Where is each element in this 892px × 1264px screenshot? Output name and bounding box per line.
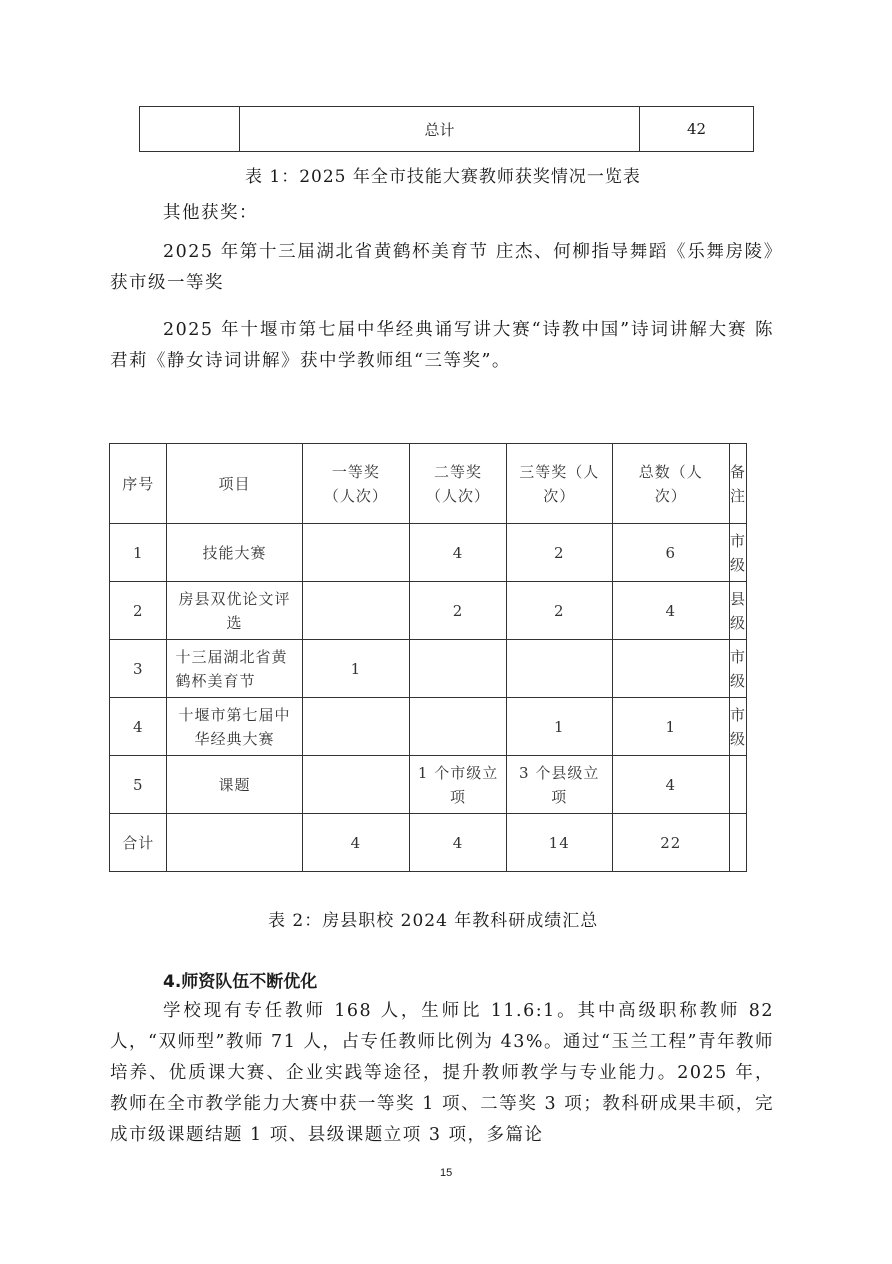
column-header: 一等奖（人次）: [302, 444, 410, 524]
table-cell: [302, 582, 410, 640]
table-cell: [506, 640, 612, 698]
section-heading: 4.师资队伍不断优化: [163, 972, 318, 992]
table-cell: 县级: [729, 582, 746, 640]
column-header: 总数（人次）: [612, 444, 729, 524]
table-cell: 1: [506, 698, 612, 756]
table-cell: 4: [410, 814, 507, 872]
table-row: [110, 640, 747, 698]
table-cell: 十三届湖北省黄鹤杯美育节: [167, 640, 302, 698]
table-row: [110, 582, 747, 640]
table-cell: 十堰市第七届中华经典大赛: [167, 698, 302, 756]
table-cell: 3: [110, 640, 167, 698]
column-header: 序号: [110, 444, 167, 524]
table-cell: 合计: [110, 814, 167, 872]
table-row: [110, 524, 747, 582]
table-cell: [302, 524, 410, 582]
table-cell: [167, 814, 302, 872]
column-header: 三等奖（人次）: [506, 444, 612, 524]
other-awards-heading: 其他获奖：: [163, 203, 258, 223]
table-cell: 3 个县级立项: [506, 756, 612, 814]
total-label: 总计: [240, 107, 640, 152]
table-cell: 市级: [729, 524, 746, 582]
table-cell: [729, 756, 746, 814]
table-cell: 2: [110, 582, 167, 640]
table-cell: 14: [506, 814, 612, 872]
table-cell: 房县双优论文评选: [167, 582, 302, 640]
table-cell: 市级: [729, 698, 746, 756]
table-row: [110, 756, 747, 814]
total-value: 42: [640, 107, 754, 152]
table-cell: 4: [612, 582, 729, 640]
table-cell: 市级: [729, 640, 746, 698]
table-cell: 4: [110, 698, 167, 756]
award-item: 2025 年第十三届湖北省黄鹤杯美育节 庄杰、何柳指导舞蹈《乐舞房陵》获市级一等奖: [110, 242, 774, 293]
table-cell: 1 个市级立项: [410, 756, 507, 814]
table2-caption: 表 2：房县职校 2024 年教科研成绩汇总: [268, 911, 599, 931]
table-cell: 1: [612, 698, 729, 756]
page-number: 15: [440, 1167, 453, 1179]
column-header: 二等奖（人次）: [410, 444, 507, 524]
table-row: [110, 698, 747, 756]
table-cell: [302, 756, 410, 814]
table-cell: 4: [302, 814, 410, 872]
table-cell: 6: [612, 524, 729, 582]
table-cell: [302, 698, 410, 756]
table-cell: [410, 640, 507, 698]
table-cell: 4: [612, 756, 729, 814]
table-cell: 4: [410, 524, 507, 582]
column-header: 备注: [729, 444, 746, 524]
award-item: 2025 年十堰市第七届中华经典诵写讲大赛“诗教中国”诗词讲解大赛 陈君莉《静女诗词讲解》获中学教师组“三等奖”。: [110, 320, 774, 371]
table-header-row: [110, 444, 747, 524]
table-cell: 2: [410, 582, 507, 640]
table-cell: 22: [612, 814, 729, 872]
table-cell: [410, 698, 507, 756]
table-cell: [140, 107, 240, 152]
table-cell: 5: [110, 756, 167, 814]
table-cell: 1: [302, 640, 410, 698]
table-cell: [729, 814, 746, 872]
research-results-table: [109, 443, 747, 872]
table-cell: 课题: [167, 756, 302, 814]
section-body: 学校现有专任教师 168 人，生师比 11.6:1。其中高级职称教师 82 人，“双师型”教师 71 人，占专任教师比例为 43%。通过“玉兰工程”青年教师培养、优质课大赛、企业实践等途径，提升教师教学与专业能力。2025 年，教师在全市教学能力大赛中获一等奖 1 项、二等奖 3 项；教科研成果丰硕，完成市级课题结题 1 项、县级课题立项 3 项，多篇论: [110, 1001, 774, 1145]
table-cell: [612, 640, 729, 698]
table1-caption: 表 1：2025 年全市技能大赛教师获奖情况一览表: [245, 167, 641, 187]
table-row: [140, 107, 754, 152]
table-cell: 2: [506, 524, 612, 582]
table1-total-row: [139, 106, 754, 152]
table-row-total: [110, 814, 747, 872]
table-cell: 技能大赛: [167, 524, 302, 582]
table-cell: 2: [506, 582, 612, 640]
table-cell: 1: [110, 524, 167, 582]
column-header: 项目: [167, 444, 302, 524]
